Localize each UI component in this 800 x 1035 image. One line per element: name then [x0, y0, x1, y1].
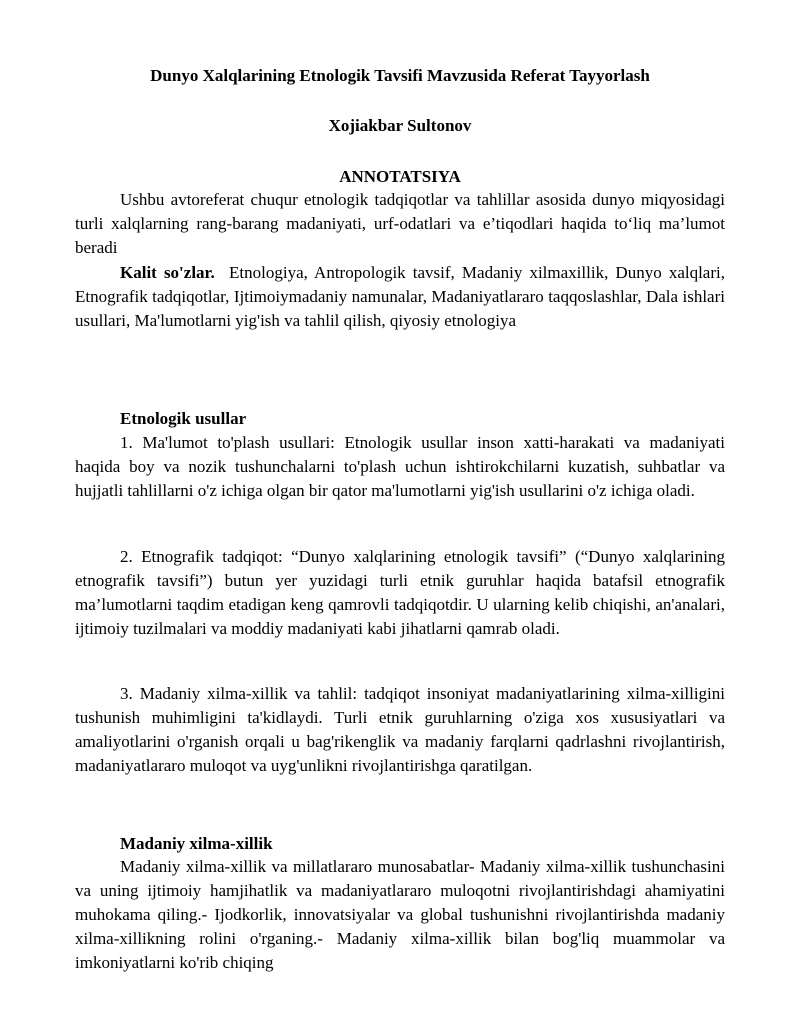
annotation-paragraph: Ushbu avtoreferat chuqur etnologik tadqiqotlar va tahlillar asosida dunyo miqyosidagi turli xalqlarning rang-barang madaniyati, urf-odatlari va e’tiqodlari haqida to‘liq ma’lumot beradi [75, 190, 725, 257]
document-title: Dunyo Xalqlarining Etnologik Tavsifi Mavzusida Referat Tayyorlash [150, 66, 650, 85]
section-heading-etnologik-usullar: Etnologik usullar [120, 409, 247, 428]
section1-paragraph-3: 3. Madaniy xilma-xillik va tahlil: tadqiqot insoniyat madaniyatlarining xilma-xilligini tushunish muhimligini ta'kidlaydi. Turli etnik guruhlarning o'ziga xos xususiyatlari va amaliyotlarini o'rganish orqali u bag'rikenglik va madaniy farqlarni qadrlashni rivojlantirish, madaniyatlararo muloqot va uyg'unlikni rivojlantirishga qaratilgan. [75, 684, 725, 775]
section2-paragraph: Madaniy xilma-xillik va millatlararo munosabatlar- Madaniy xilma-xillik tushunchasini va uning ijtimoiy hamjihatlik va madaniyatlararo muloqotni rivojlantirishdagi ahamiyatini muhokama qiling.- Ijodkorlik, innovatsiyalar va global tushunishni rivojlantirishda madaniy xilma-xillikning rolini o'rganing.- Madaniy xilma-xillik bilan bog'liq muammolar va imkoniyatlarni ko'rib chiqing [75, 857, 725, 972]
section1-paragraph-1: 1. Ma'lumot to'plash usullari: Etnologik usullar inson xatti-harakati va madaniyati haqida boy va nozik tushunchalarni to'plash uchun ishtirokchilarni kuzatish, suhbatlar va hujjatli tahlillarni o'z ichiga olgan bir qator ma'lumotlarni yig'ish usullarini o'z ichiga oladi. [75, 433, 725, 500]
annotation-heading: ANNOTATSIYA [339, 167, 461, 186]
section-heading-madaniy-xilma-xillik: Madaniy xilma-xillik [120, 834, 273, 853]
keywords-text: Etnologiya, Antropologik tavsif, Madaniy xilmaxillik, Dunyo xalqlari, Etnografik tadqiqotlar, Ijtimoiymadaniy namunalar, Madaniyatlararo taqqoslashlar, Dala ishlari usullari, Ma'lumotlarni yig'ish va tahlil qilish, qiyosiy etnologiya [75, 263, 725, 330]
author-name: Xojiakbar Sultonov [328, 116, 472, 135]
keywords-paragraph [75, 261, 725, 333]
keywords-label: Kalit so'zlar. [120, 263, 215, 282]
section1-paragraph-2: 2. Etnografik tadqiqot: “Dunyo xalqlarining etnologik tavsifi” (“Dunyo xalqlarining etnografik tavsifi”) butun yer yuzidagi turli etnik guruhlar haqida batafsil etnografik ma’lumotlarni taqdim etadigan keng qamrovli tadqiqotdir. U ularning kelib chiqishi, an'analari, ijtimoiy tuzilmalari va moddiy madaniyati kabi jihatlarni qamrab oladi. [75, 547, 725, 638]
